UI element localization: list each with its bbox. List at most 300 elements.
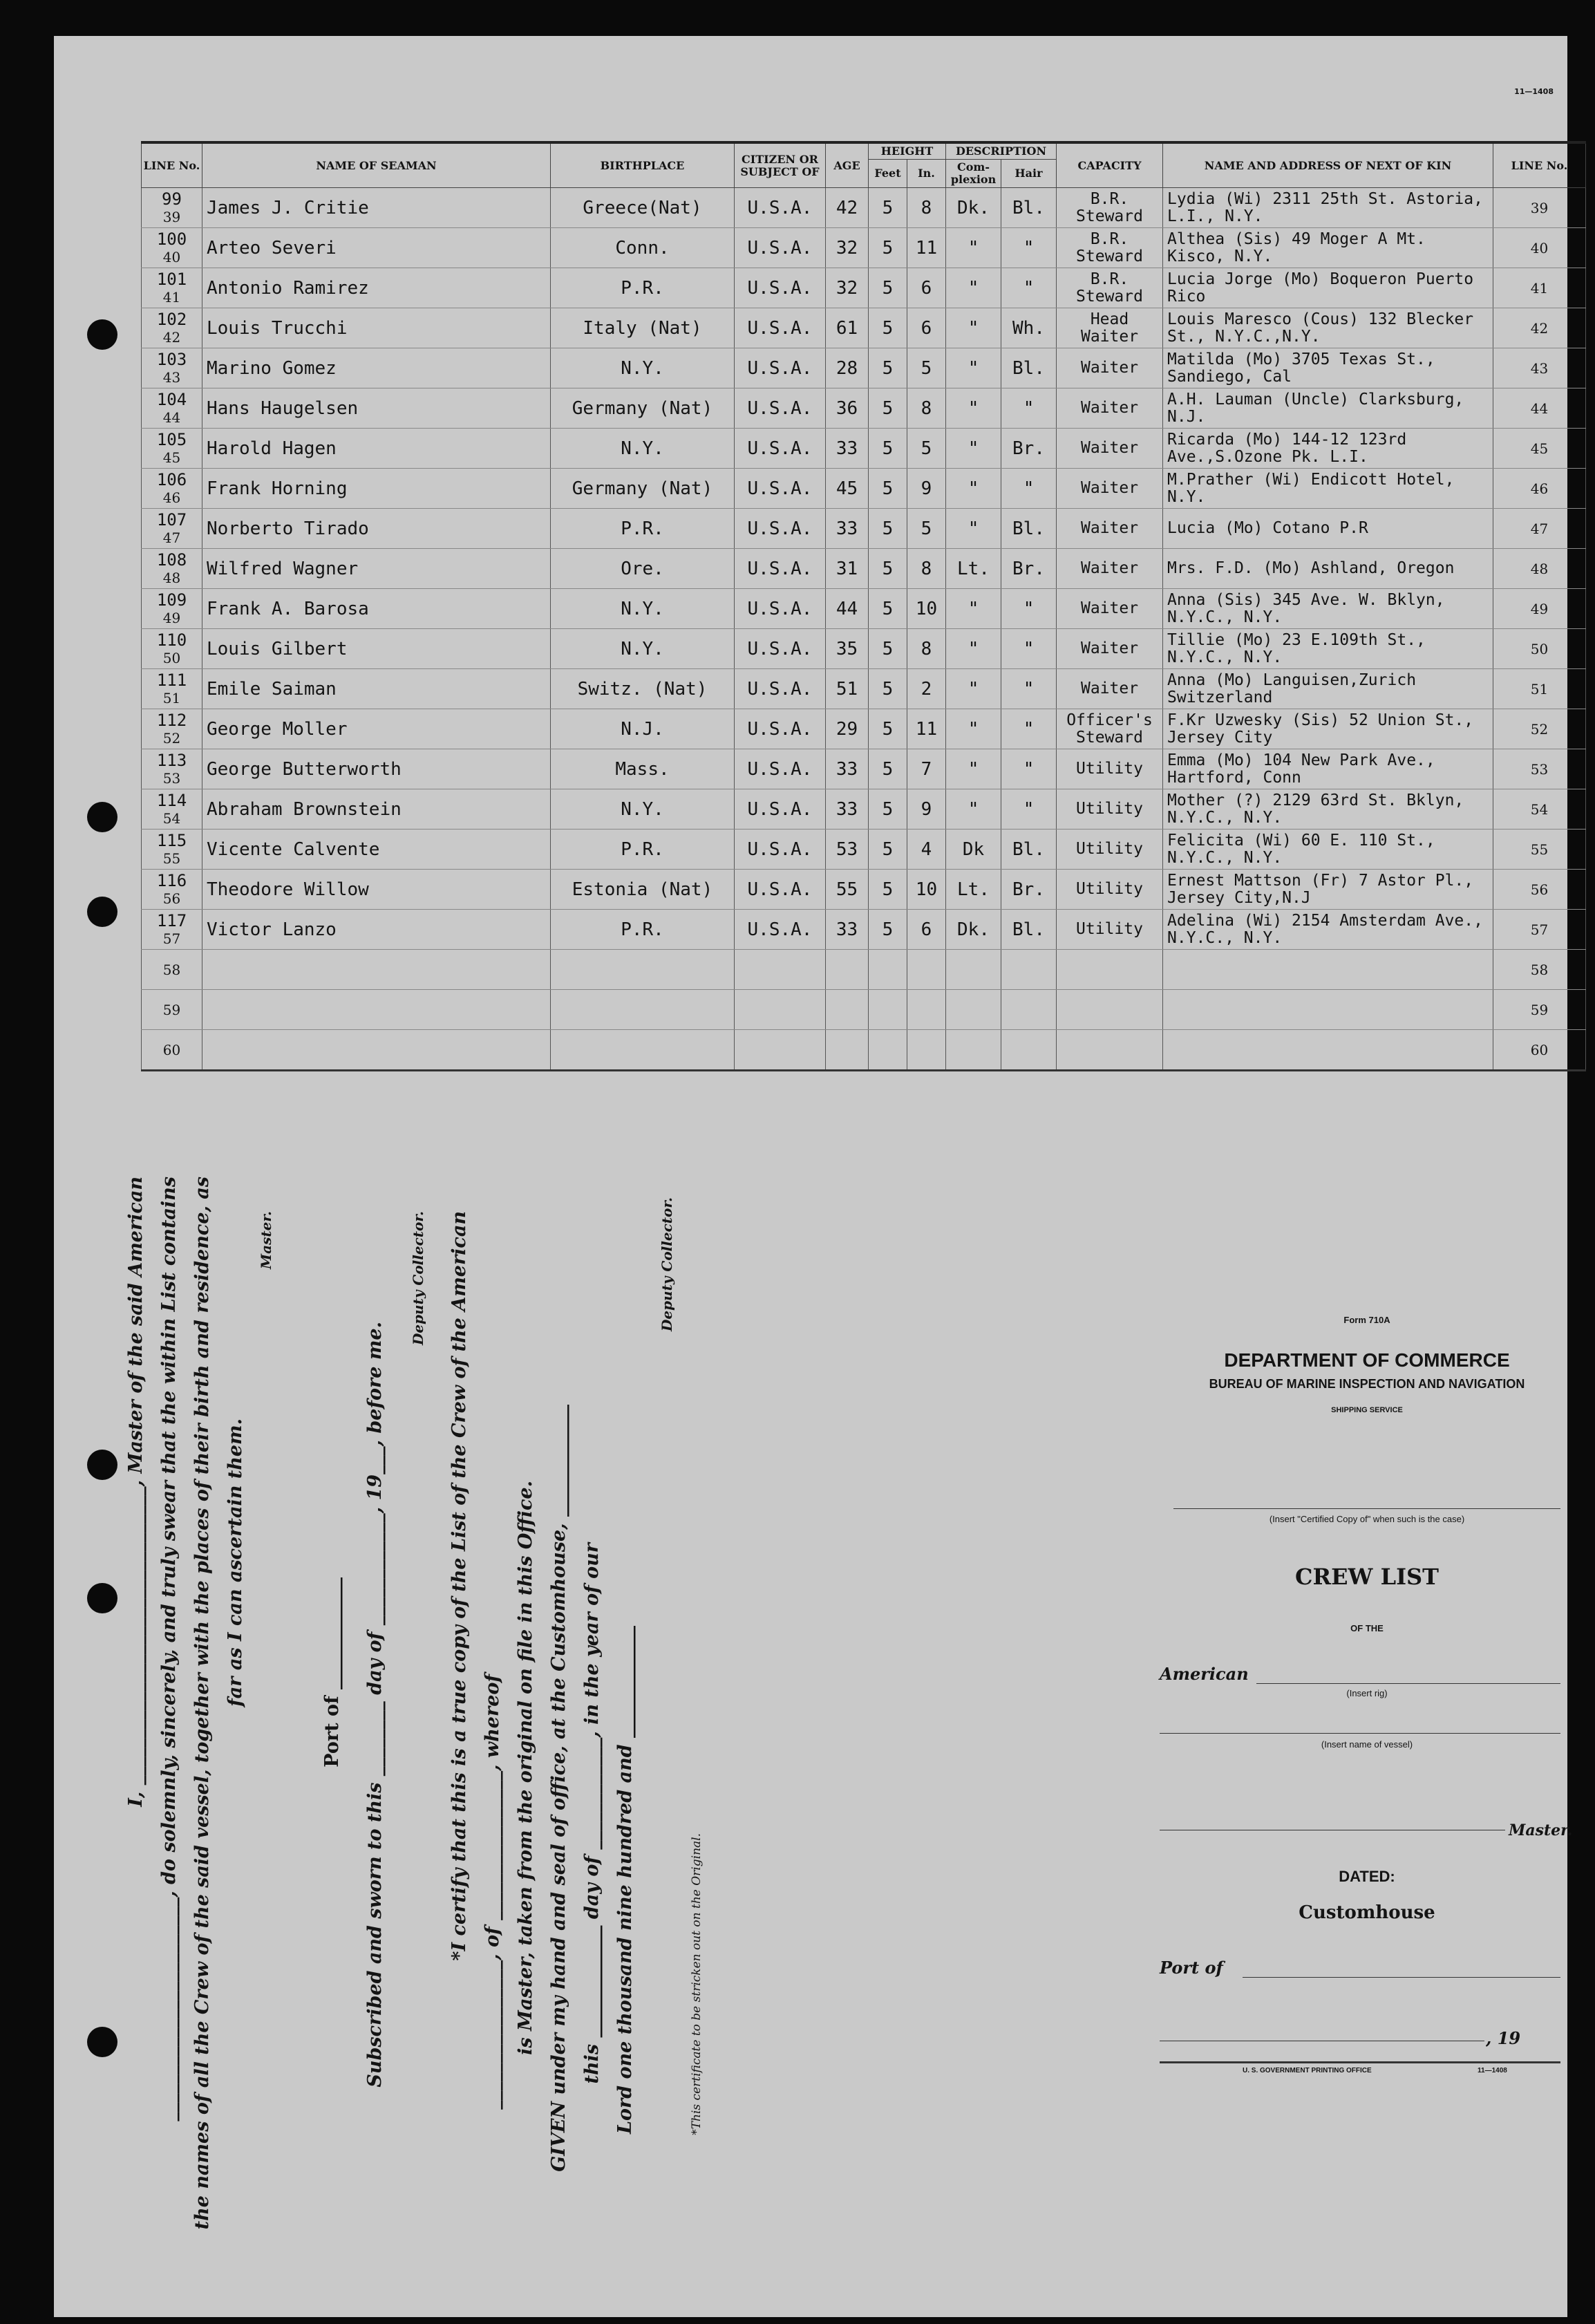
document-sheet xyxy=(54,36,1573,2317)
capacity: B.R. Steward xyxy=(1057,188,1163,228)
sequence-number: 114 xyxy=(156,790,187,810)
sequence-number: 108 xyxy=(156,550,187,570)
hair: " xyxy=(1001,388,1057,429)
height-inches: 6 xyxy=(907,268,946,308)
line-no-cell xyxy=(142,549,202,589)
empty-cell xyxy=(907,1030,946,1071)
age: 33 xyxy=(826,509,869,549)
header-age: AGE xyxy=(826,142,869,188)
table-row xyxy=(142,429,1586,469)
punch-hole xyxy=(87,1583,117,1613)
crew-table xyxy=(141,141,1586,1071)
hair: Bl. xyxy=(1001,509,1057,549)
line-no-cell xyxy=(142,789,202,830)
line-no-cell: 58 xyxy=(142,950,202,990)
next-of-kin: Lucia Jorge (Mo) Boqueron Puerto Rico xyxy=(1163,268,1493,308)
line-no-pair xyxy=(143,190,200,226)
hair: Br. xyxy=(1001,549,1057,589)
hair: " xyxy=(1001,228,1057,268)
next-of-kin: Ernest Mattson (Fr) 7 Astor Pl., Jersey City,N.J xyxy=(1163,870,1493,910)
birthplace: P.R. xyxy=(551,268,735,308)
table-row xyxy=(142,268,1586,308)
line-no-pair xyxy=(143,310,200,346)
empty-cell xyxy=(1001,950,1057,990)
form-710a: Form 710A xyxy=(1343,1315,1390,1325)
sequence-number: 109 xyxy=(156,590,187,610)
port-rule xyxy=(1243,1977,1560,1978)
hair: Br. xyxy=(1001,429,1057,469)
sequence-number: 117 xyxy=(156,910,187,930)
line-no-right: 45 xyxy=(1493,429,1586,469)
birthplace: Ore. xyxy=(551,549,735,589)
line-no-cell xyxy=(142,749,202,789)
sequence-number: 107 xyxy=(156,509,187,530)
complexion: " xyxy=(946,589,1001,629)
hair: " xyxy=(1001,629,1057,669)
line-no-right: 57 xyxy=(1493,910,1586,950)
hair: Br. xyxy=(1001,870,1057,910)
birthplace: P.R. xyxy=(551,509,735,549)
header-feet: Feet xyxy=(869,160,907,188)
sequence-number: 101 xyxy=(156,269,187,289)
line-no-right: 50 xyxy=(1493,629,1586,669)
age: 33 xyxy=(826,749,869,789)
seaman-name: Louis Gilbert xyxy=(202,629,551,669)
seaman-name: Marino Gomez xyxy=(202,348,551,388)
customhouse-label: Customhouse xyxy=(1299,1902,1435,1923)
complexion: Lt. xyxy=(946,870,1001,910)
empty-cell xyxy=(1001,1030,1057,1071)
next-of-kin: Louis Maresco (Cous) 132 Blecker St., N.Y.C.,N.Y. xyxy=(1163,308,1493,348)
rig-rule xyxy=(1256,1683,1560,1684)
department-title: DEPARTMENT OF COMMERCE xyxy=(1224,1349,1510,1371)
next-of-kin: Anna (Sis) 345 Ave. W. Bklyn, N.Y.C., N.Y. xyxy=(1163,589,1493,629)
capacity: Waiter xyxy=(1057,509,1163,549)
header-description: DESCRIPTION xyxy=(946,142,1057,160)
height-inches: 8 xyxy=(907,388,946,429)
capacity: B.R. Steward xyxy=(1057,228,1163,268)
line-no-cell xyxy=(142,469,202,509)
empty-cell xyxy=(735,950,826,990)
seaman-name: George Butterworth xyxy=(202,749,551,789)
capacity: Waiter xyxy=(1057,469,1163,509)
height-feet: 5 xyxy=(869,669,907,709)
hair: " xyxy=(1001,268,1057,308)
height-feet: 5 xyxy=(869,469,907,509)
capacity: Utility xyxy=(1057,910,1163,950)
capacity: Utility xyxy=(1057,749,1163,789)
line-no-right: 41 xyxy=(1493,268,1586,308)
sequence-number: 104 xyxy=(156,389,187,409)
capacity: Utility xyxy=(1057,789,1163,830)
line-no-right: 39 xyxy=(1493,188,1586,228)
certified-rule xyxy=(1173,1508,1560,1509)
line-no-right: 49 xyxy=(1493,589,1586,629)
line-no-cell xyxy=(142,228,202,268)
age: 42 xyxy=(826,188,869,228)
hair: Bl. xyxy=(1001,910,1057,950)
line-no-right: 46 xyxy=(1493,469,1586,509)
line-no-cell xyxy=(142,589,202,629)
complexion: " xyxy=(946,749,1001,789)
line-number: 56 xyxy=(162,890,181,907)
birthplace: Mass. xyxy=(551,749,735,789)
table-row xyxy=(142,910,1586,950)
seaman-name: Frank Horning xyxy=(202,469,551,509)
table-row xyxy=(142,188,1586,228)
height-inches: 2 xyxy=(907,669,946,709)
line-number: 45 xyxy=(162,449,181,466)
line-number: 51 xyxy=(162,689,181,706)
empty-cell xyxy=(202,1030,551,1071)
empty-cell xyxy=(1001,990,1057,1030)
age: 29 xyxy=(826,709,869,749)
header-citizen: CITIZEN OR SUBJECT OF xyxy=(735,142,826,188)
complexion: " xyxy=(946,348,1001,388)
birthplace: Italy (Nat) xyxy=(551,308,735,348)
height-feet: 5 xyxy=(869,388,907,429)
complexion: " xyxy=(946,268,1001,308)
sequence-number: 100 xyxy=(156,229,187,249)
form-number-top: 11—1408 xyxy=(1514,87,1554,96)
line-no-cell: 59 xyxy=(142,990,202,1030)
next-of-kin: A.H. Lauman (Uncle) Clarksburg, N.J. xyxy=(1163,388,1493,429)
next-of-kin: Mrs. F.D. (Mo) Ashland, Oregon xyxy=(1163,549,1493,589)
age: 31 xyxy=(826,549,869,589)
age: 55 xyxy=(826,870,869,910)
this-day-line: this ____________ day of ____________, in the year of our xyxy=(581,1543,603,2084)
next-of-kin: Anna (Mo) Languisen,Zurich Switzerland xyxy=(1163,669,1493,709)
empty-row xyxy=(142,1030,1586,1071)
birthplace: Germany (Nat) xyxy=(551,469,735,509)
given-line: GIVEN under my hand and seal of office, at the Customhouse, ____________ xyxy=(548,1405,569,2172)
hair: " xyxy=(1001,589,1057,629)
height-inches: 6 xyxy=(907,910,946,950)
next-of-kin: Tillie (Mo) 23 E.109th St., N.Y.C., N.Y. xyxy=(1163,629,1493,669)
age: 36 xyxy=(826,388,869,429)
line-no-cell xyxy=(142,629,202,669)
empty-cell xyxy=(1163,1030,1493,1071)
sequence-number: 113 xyxy=(156,750,187,770)
line-no-pair xyxy=(143,350,200,386)
height-inches: 8 xyxy=(907,188,946,228)
sequence-number: 112 xyxy=(156,710,187,730)
line-no-right: 55 xyxy=(1493,830,1586,870)
citizenship: U.S.A. xyxy=(735,910,826,950)
line-no-cell xyxy=(142,669,202,709)
height-inches: 5 xyxy=(907,509,946,549)
citizenship: U.S.A. xyxy=(735,789,826,830)
line-no-cell xyxy=(142,509,202,549)
birthplace: N.Y. xyxy=(551,789,735,830)
capacity: Waiter xyxy=(1057,629,1163,669)
next-of-kin: Emma (Mo) 104 New Park Ave., Hartford, Conn xyxy=(1163,749,1493,789)
empty-cell xyxy=(735,990,826,1030)
citizenship: U.S.A. xyxy=(735,469,826,509)
complexion: " xyxy=(946,629,1001,669)
line-no-pair xyxy=(143,671,200,707)
hair: Bl. xyxy=(1001,188,1057,228)
table-row xyxy=(142,549,1586,589)
height-inches: 5 xyxy=(907,429,946,469)
line-number: 49 xyxy=(162,609,181,626)
line-no-cell xyxy=(142,348,202,388)
crew-list-title: CREW LIST xyxy=(1295,1564,1439,1590)
empty-cell xyxy=(946,950,1001,990)
capacity: Head Waiter xyxy=(1057,308,1163,348)
capacity: B.R. Steward xyxy=(1057,268,1163,308)
header-inches: In. xyxy=(907,160,946,188)
capacity: Waiter xyxy=(1057,388,1163,429)
seaman-name: Wilfred Wagner xyxy=(202,549,551,589)
line-number: 47 xyxy=(162,529,181,546)
line-no-right: 59 xyxy=(1493,990,1586,1030)
punch-hole xyxy=(87,802,117,832)
deputy-collector-label-2: Deputy Collector. xyxy=(659,1197,675,1332)
birthplace: N.Y. xyxy=(551,348,735,388)
height-feet: 5 xyxy=(869,870,907,910)
age: 32 xyxy=(826,268,869,308)
height-inches: 9 xyxy=(907,789,946,830)
height-feet: 5 xyxy=(869,789,907,830)
empty-cell xyxy=(1057,990,1163,1030)
line-no-cell xyxy=(142,268,202,308)
age: 35 xyxy=(826,629,869,669)
empty-cell xyxy=(826,1030,869,1071)
header-complexion: Com-plexion xyxy=(946,160,1001,188)
punch-hole xyxy=(87,1450,117,1480)
birthplace: N.Y. xyxy=(551,629,735,669)
citizenship: U.S.A. xyxy=(735,669,826,709)
table-row xyxy=(142,228,1586,268)
line-number: 41 xyxy=(162,288,181,306)
bureau-title: BUREAU OF MARINE INSPECTION AND NAVIGATION xyxy=(1209,1377,1525,1391)
height-inches: 7 xyxy=(907,749,946,789)
certify-of-line: ________________, of ________________, whereof xyxy=(482,1674,503,2110)
line-no-pair xyxy=(143,711,200,747)
line-no-pair xyxy=(143,551,200,587)
line-number: 55 xyxy=(162,850,181,867)
height-feet: 5 xyxy=(869,348,907,388)
table-row xyxy=(142,308,1586,348)
vessel-note: (Insert name of vessel) xyxy=(1321,1739,1413,1750)
hair: " xyxy=(1001,709,1057,749)
punch-hole xyxy=(87,319,117,350)
empty-cell xyxy=(869,950,907,990)
seaman-name: Theodore Willow xyxy=(202,870,551,910)
age: 33 xyxy=(826,910,869,950)
strike-note: *This certificate to be stricken out on the Original. xyxy=(690,1833,704,2135)
header-capacity: CAPACITY xyxy=(1057,142,1163,188)
line-no-pair xyxy=(143,431,200,467)
header-birthplace: BIRTHPLACE xyxy=(551,142,735,188)
empty-cell xyxy=(946,1030,1001,1071)
seaman-name: Louis Trucchi xyxy=(202,308,551,348)
empty-cell xyxy=(551,1030,735,1071)
sequence-number: 103 xyxy=(156,349,187,369)
header-row-1 xyxy=(142,142,1586,160)
table-row xyxy=(142,749,1586,789)
table-row xyxy=(142,589,1586,629)
punch-hole xyxy=(87,897,117,927)
complexion: Dk. xyxy=(946,188,1001,228)
line-no-pair xyxy=(143,832,200,868)
height-feet: 5 xyxy=(869,589,907,629)
hair: " xyxy=(1001,469,1057,509)
cover-master-label: Master. xyxy=(1509,1821,1573,1839)
line-no-pair xyxy=(143,631,200,667)
header-height: HEIGHT xyxy=(869,142,946,160)
next-of-kin: Adelina (Wi) 2154 Amsterdam Ave., N.Y.C., N.Y. xyxy=(1163,910,1493,950)
complexion: Dk xyxy=(946,830,1001,870)
certify-original-line: is Master, taken from the original on file in this Office. xyxy=(515,1481,536,2055)
birthplace: Conn. xyxy=(551,228,735,268)
seaman-name: Arteo Severi xyxy=(202,228,551,268)
complexion: " xyxy=(946,228,1001,268)
table-row xyxy=(142,509,1586,549)
height-feet: 5 xyxy=(869,749,907,789)
height-feet: 5 xyxy=(869,509,907,549)
empty-cell xyxy=(202,950,551,990)
citizenship: U.S.A. xyxy=(735,348,826,388)
next-of-kin: Mother (?) 2129 63rd St. Bklyn, N.Y.C., N.Y. xyxy=(1163,789,1493,830)
age: 32 xyxy=(826,228,869,268)
age: 61 xyxy=(826,308,869,348)
sequence-number: 102 xyxy=(156,309,187,329)
line-no-pair xyxy=(143,751,200,787)
height-feet: 5 xyxy=(869,228,907,268)
empty-cell xyxy=(946,990,1001,1030)
rig-note: (Insert rig) xyxy=(1346,1688,1388,1698)
empty-cell xyxy=(869,1030,907,1071)
next-of-kin: Althea (Sis) 49 Moger A Mt. Kisco, N.Y. xyxy=(1163,228,1493,268)
age: 44 xyxy=(826,589,869,629)
line-no-cell xyxy=(142,429,202,469)
seaman-name: James J. Critie xyxy=(202,188,551,228)
shipping-service: SHIPPING SERVICE xyxy=(1331,1406,1403,1414)
height-inches: 9 xyxy=(907,469,946,509)
printing-office: U. S. GOVERNMENT PRINTING OFFICE xyxy=(1243,2067,1372,2074)
line-no-pair xyxy=(143,270,200,306)
hair: " xyxy=(1001,749,1057,789)
empty-cell xyxy=(1057,950,1163,990)
empty-cell xyxy=(1163,990,1493,1030)
line-no-cell xyxy=(142,709,202,749)
citizenship: U.S.A. xyxy=(735,629,826,669)
line-no-right: 40 xyxy=(1493,228,1586,268)
seaman-name: Harold Hagen xyxy=(202,429,551,469)
seaman-name: Abraham Brownstein xyxy=(202,789,551,830)
table-row xyxy=(142,629,1586,669)
line-no-pair xyxy=(143,591,200,627)
height-feet: 5 xyxy=(869,709,907,749)
empty-row xyxy=(142,950,1586,990)
hair: Wh. xyxy=(1001,308,1057,348)
empty-cell xyxy=(907,990,946,1030)
height-feet: 5 xyxy=(869,629,907,669)
height-inches: 11 xyxy=(907,228,946,268)
dated-label: DATED: xyxy=(1339,1868,1395,1885)
birthplace: N.Y. xyxy=(551,589,735,629)
complexion: " xyxy=(946,308,1001,348)
capacity: Utility xyxy=(1057,870,1163,910)
height-feet: 5 xyxy=(869,830,907,870)
line-number: 52 xyxy=(162,729,181,747)
citizenship: U.S.A. xyxy=(735,749,826,789)
subscribed-line: Subscribed and sworn to this ________ day of ____________, 19___, before me. xyxy=(364,1322,386,2088)
complexion: " xyxy=(946,789,1001,830)
of-the: OF THE xyxy=(1350,1623,1384,1633)
master-label: Master. xyxy=(258,1211,274,1269)
sequence-number: 110 xyxy=(156,630,187,650)
header-hair: Hair xyxy=(1001,160,1057,188)
capacity: Waiter xyxy=(1057,669,1163,709)
american-label: American xyxy=(1160,1664,1249,1684)
height-inches: 5 xyxy=(907,348,946,388)
capacity: Waiter xyxy=(1057,549,1163,589)
oath-line-2: ________________________, do solemnly, sincerely, and truly swear that the within List contains xyxy=(158,1177,180,2121)
line-no-cell xyxy=(142,388,202,429)
table-row xyxy=(142,789,1586,830)
complexion: " xyxy=(946,509,1001,549)
crew-body xyxy=(142,188,1586,1071)
deputy-collector-label-1: Deputy Collector. xyxy=(410,1211,426,1346)
height-inches: 10 xyxy=(907,589,946,629)
complexion: " xyxy=(946,429,1001,469)
seaman-name: Frank A. Barosa xyxy=(202,589,551,629)
punch-hole xyxy=(87,2027,117,2057)
empty-cell xyxy=(1163,950,1493,990)
hair: Bl. xyxy=(1001,830,1057,870)
birthplace: P.R. xyxy=(551,830,735,870)
birthplace: N.J. xyxy=(551,709,735,749)
line-no-pair xyxy=(143,230,200,266)
line-number: 44 xyxy=(162,409,181,426)
certify-line: *I certify that this is a true copy of the List of the Crew of the American xyxy=(449,1211,470,1961)
empty-cell xyxy=(551,990,735,1030)
line-no-pair xyxy=(143,912,200,948)
bottom-rule xyxy=(1160,2061,1560,2063)
oath-line-4: far as I can ascertain them. xyxy=(225,1418,246,1707)
citizenship: U.S.A. xyxy=(735,268,826,308)
table-row xyxy=(142,870,1586,910)
empty-cell xyxy=(551,950,735,990)
age: 33 xyxy=(826,429,869,469)
oath-line-3: the names of all the Crew of the said vessel, together with the places of their birth and residence, as xyxy=(191,1177,213,2230)
next-of-kin: Lucia (Mo) Cotano P.R xyxy=(1163,509,1493,549)
header-next-of-kin: NAME AND ADDRESS OF NEXT OF KIN xyxy=(1163,142,1493,188)
citizenship: U.S.A. xyxy=(735,509,826,549)
height-inches: 8 xyxy=(907,549,946,589)
next-of-kin: F.Kr Uzwesky (Sis) 52 Union St., Jersey City xyxy=(1163,709,1493,749)
capacity: Officer's Steward xyxy=(1057,709,1163,749)
height-feet: 5 xyxy=(869,308,907,348)
line-no-right: 54 xyxy=(1493,789,1586,830)
line-no-pair xyxy=(143,872,200,908)
complexion: Dk. xyxy=(946,910,1001,950)
seaman-name: George Moller xyxy=(202,709,551,749)
citizenship: U.S.A. xyxy=(735,870,826,910)
seaman-name: Emile Saiman xyxy=(202,669,551,709)
line-number: 48 xyxy=(162,569,181,586)
line-no-cell xyxy=(142,308,202,348)
line-no-right: 53 xyxy=(1493,749,1586,789)
citizenship: U.S.A. xyxy=(735,830,826,870)
empty-row xyxy=(142,990,1586,1030)
complexion: " xyxy=(946,469,1001,509)
complexion: " xyxy=(946,709,1001,749)
capacity: Utility xyxy=(1057,830,1163,870)
